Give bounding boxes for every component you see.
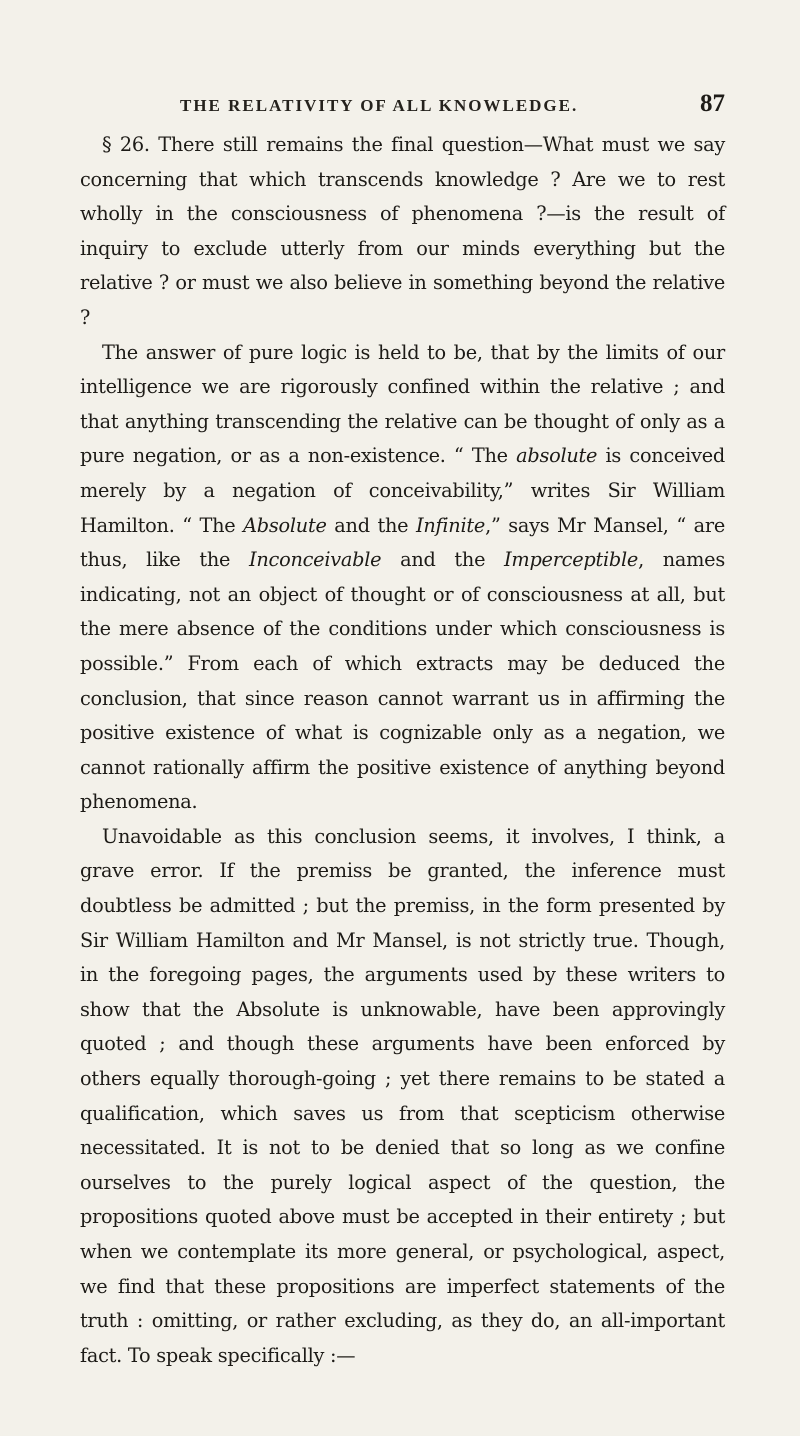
italic-term: Inconceivable — [249, 548, 382, 572]
page-number: 87 — [700, 90, 725, 117]
paragraph-pure-logic: The answer of pure logic is held to be, that by the limits of our intelligence we are rigorously confined within the relative ; and that anything transcending the relative can be thought of only as a pure negation, or as a non-existence. “ The absolute is conceived merely by a negation of conceivability,” writes Sir William Hamilton. “ The Absolute and the Infinite,” says Mr Mansel, “ are thus, like the Inconceivable and the Imperceptible, names indicating, not an object of thought or of consciousness at all, but the mere absence of the conditions under which consciousness is possible.” From each of which extracts may be deduced the conclusion, that since reason cannot warrant us in affirming the positive existence of what is cognizable only as a negation, we cannot rationally affirm the positive existence of anything beyond phenomena. — [80, 340, 725, 814]
body-text — [80, 128, 725, 1373]
running-head: THE RELATIVITY OF ALL KNOWLEDGE. — [180, 96, 579, 115]
italic-term: Infinite — [415, 513, 486, 537]
paragraph-unavoidable: Unavoidable as this conclusion seems, it involves, I think, a grave error. If the premiss be granted, the inference must doubtless be admitted ; but the premiss, in the form presented by Sir William Hamilton and Mr Mansel, is not strictly true. Though, in the foregoing pages, the arguments used by these writers to show that the Absolute is unknowable, have been approvingly quoted ; and though these arguments have been enforced by others equally thorough-going ; yet there remains to be stated a qualification, which saves us from that scepticism otherwise necessitated. It is not to be denied that so long as we confine ourselves to the purely logical aspect of the question, the propositions quoted above must be accepted in their entirety ; but when we contemplate its more general, or psychological, aspect, we find that these propositions are imperfect statements of the truth : omitting, or rather excluding, as they do, an all-important fact. To speak specifically :— — [80, 824, 725, 1367]
page-header — [80, 90, 725, 124]
italic-term: Imperceptible — [504, 548, 639, 572]
paragraph-section-26: § 26. There still remains the final question—What must we say concerning that which transcends knowledge ? Are we to rest wholly in the consciousness of phenomena ?—is the result of inquiry to exclude utterly from our minds everything but the relative ? or must we also believe in something beyond the relative ? — [80, 133, 725, 329]
italic-term: Absolute — [243, 513, 327, 537]
italic-term: absolute — [516, 444, 598, 468]
